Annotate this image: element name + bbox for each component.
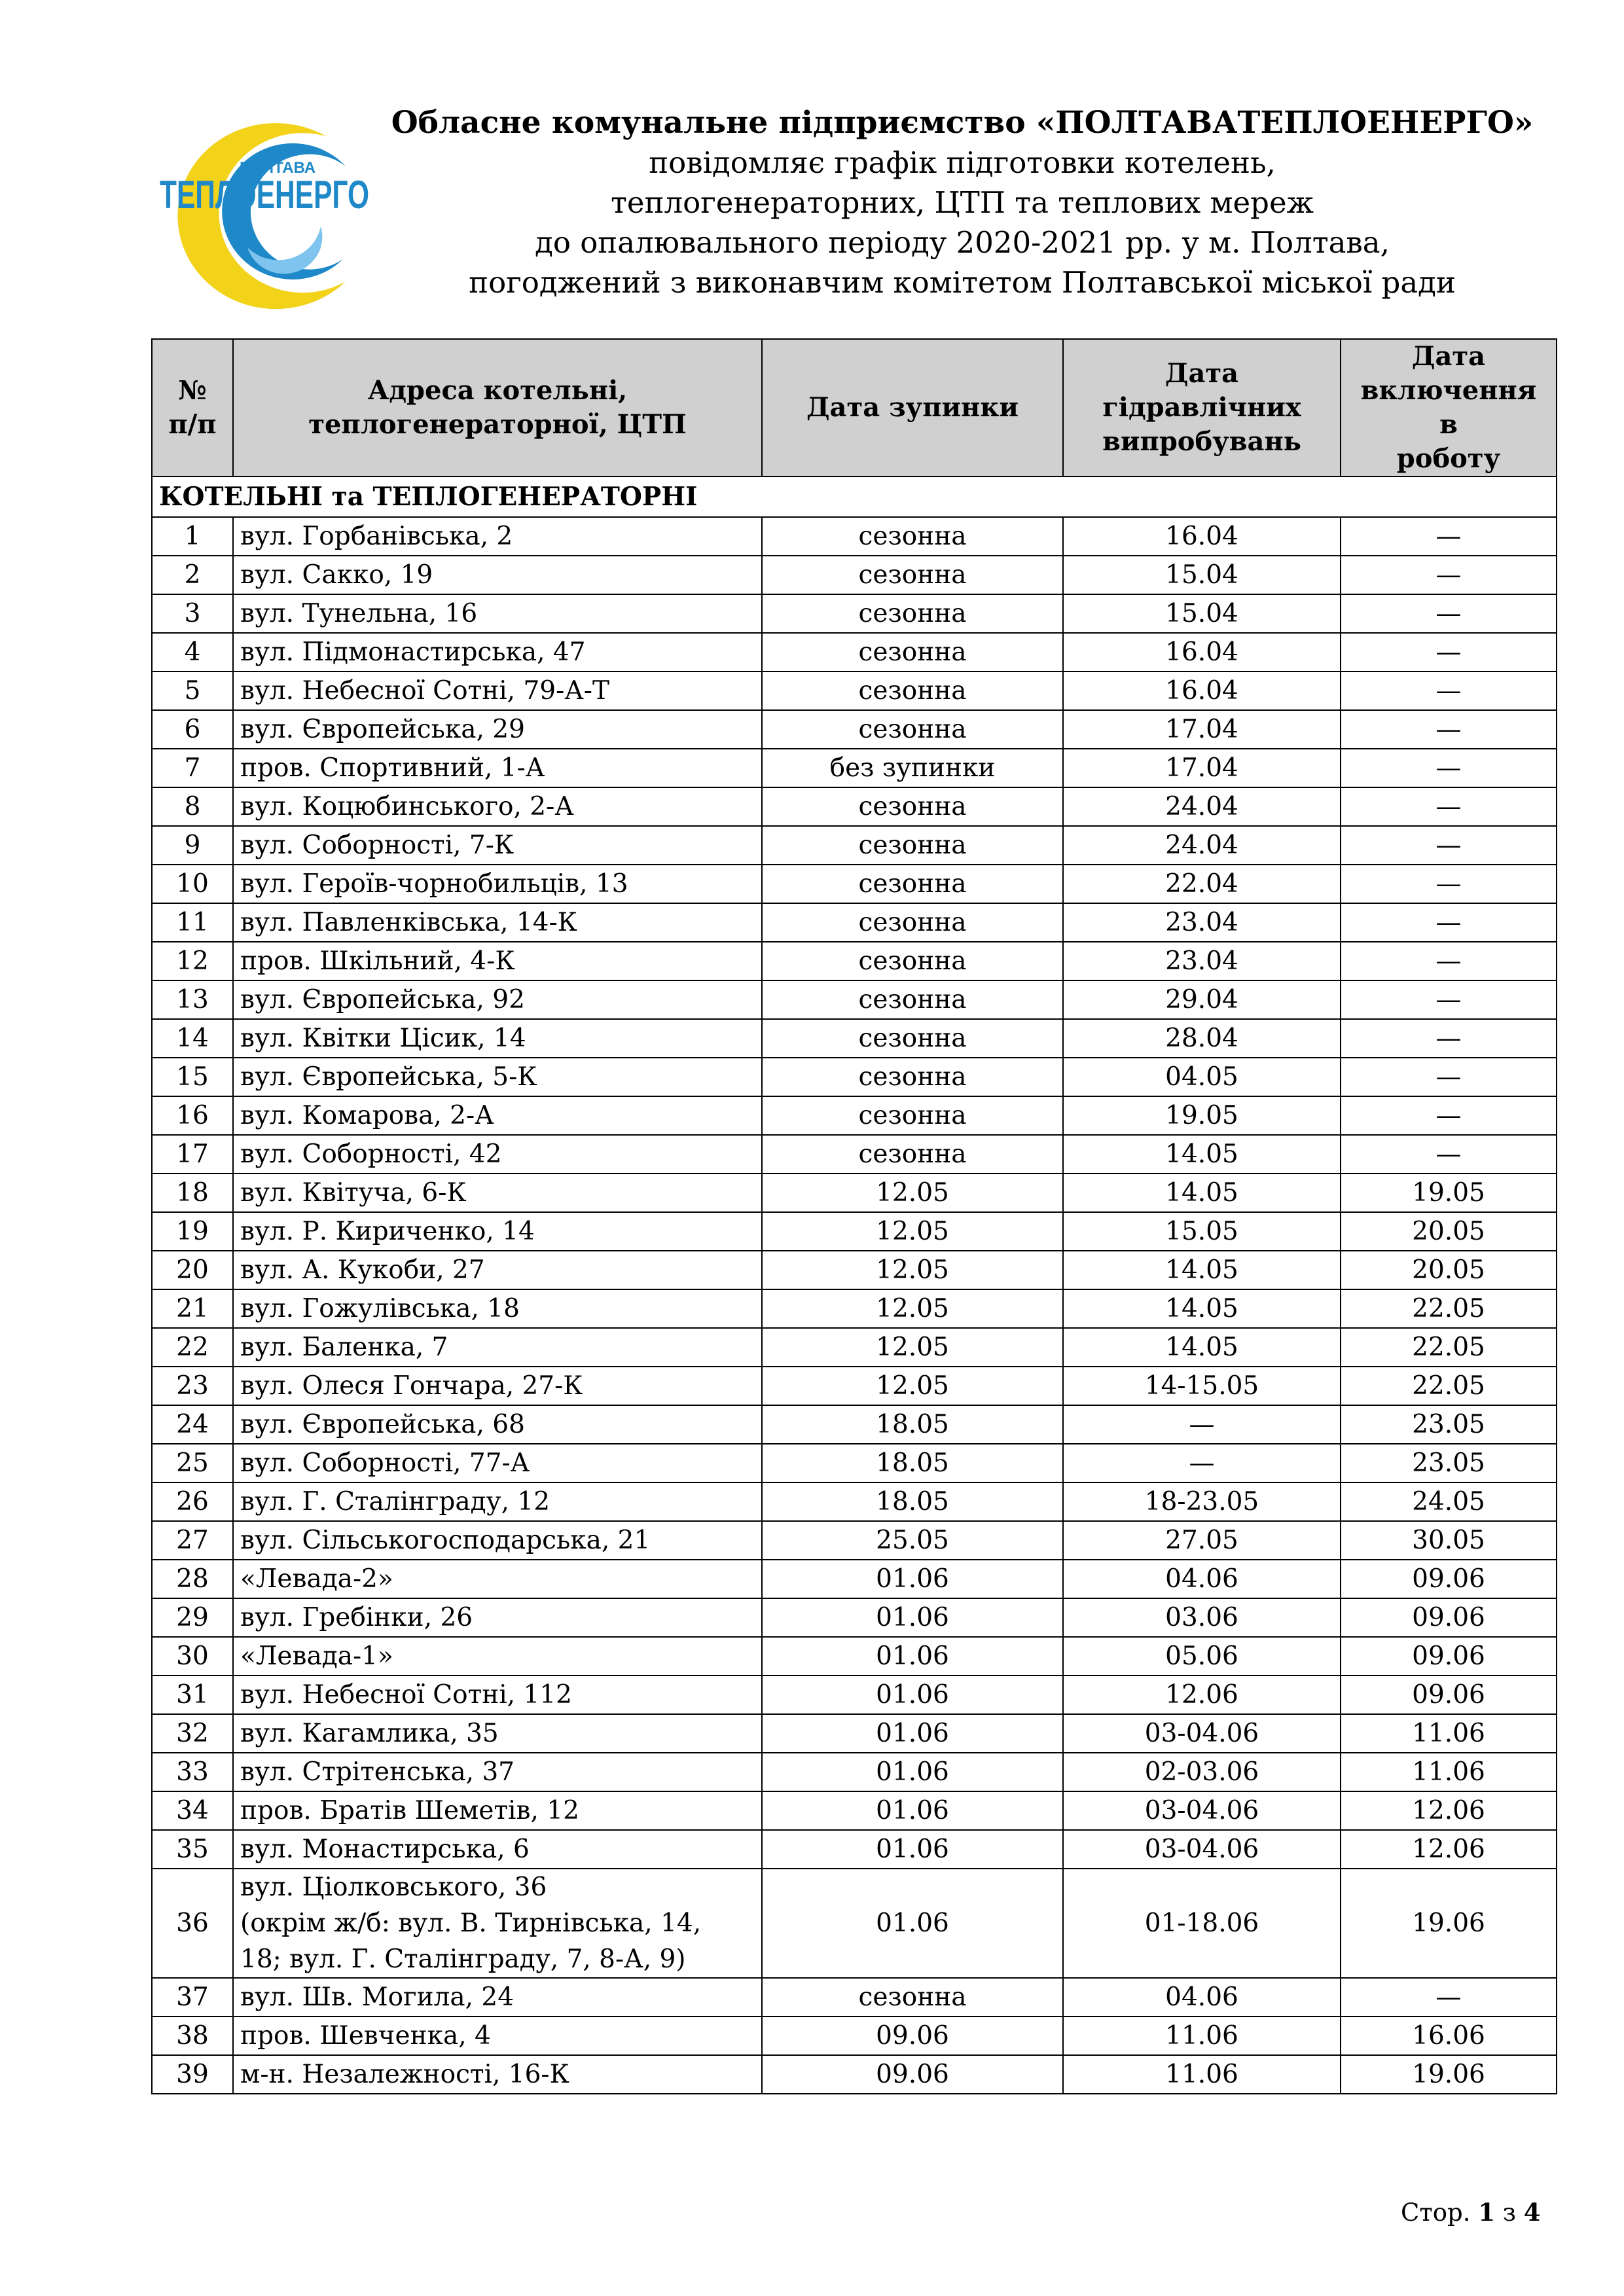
table-row <box>152 710 1557 749</box>
table-row <box>152 672 1557 710</box>
row-test-date: 24.04 <box>1063 826 1341 865</box>
row-test-date: 03-04.06 <box>1063 1791 1341 1830</box>
row-start-date: 22.05 <box>1341 1289 1557 1328</box>
row-test-date: 16.04 <box>1063 517 1341 556</box>
row-start-date: — <box>1341 1019 1557 1058</box>
row-start-date: 22.05 <box>1341 1367 1557 1405</box>
table-row <box>152 1328 1557 1367</box>
table-row <box>152 517 1557 556</box>
row-address: вул. Сільськогосподарська, 21 <box>233 1521 762 1560</box>
table-row <box>152 556 1557 594</box>
row-address: вул. Гребінки, 26 <box>233 1598 762 1637</box>
row-stop-date: 12.05 <box>762 1174 1063 1212</box>
current-page: 1 <box>1478 2198 1496 2227</box>
row-start-date: — <box>1341 1978 1557 2017</box>
row-number: 18 <box>152 1174 233 1212</box>
header-no: № п/п <box>152 339 233 476</box>
row-number: 27 <box>152 1521 233 1560</box>
header-line-4: погоджений з виконавчим комітетом Полтавської міської ради <box>469 265 1456 300</box>
row-stop-date: 01.06 <box>762 1830 1063 1869</box>
row-address: вул. Р. Кириченко, 14 <box>233 1212 762 1251</box>
row-stop-date: сезонна <box>762 1019 1063 1058</box>
row-test-date: 15.04 <box>1063 594 1341 633</box>
row-address: пров. Шевченка, 4 <box>233 2017 762 2055</box>
row-start-date: 20.05 <box>1341 1212 1557 1251</box>
row-stop-date: 12.05 <box>762 1289 1063 1328</box>
row-start-date: — <box>1341 749 1557 787</box>
table-body <box>152 476 1557 2094</box>
table-row <box>152 1598 1557 1637</box>
row-address: вул. Баленка, 7 <box>233 1328 762 1367</box>
row-address: вул. Ціолковського, 36 (окрім ж/б: вул. В. Тирнівська, 14, 18; вул. Г. Сталінграду, 7, 8-А, 9) <box>233 1869 762 1978</box>
row-start-date: 09.06 <box>1341 1637 1557 1676</box>
row-test-date: 02-03.06 <box>1063 1753 1341 1791</box>
row-stop-date: 25.05 <box>762 1521 1063 1560</box>
table-row <box>152 1830 1557 1869</box>
row-number: 35 <box>152 1830 233 1869</box>
row-stop-date: без зупинки <box>762 749 1063 787</box>
row-start-date: — <box>1341 1096 1557 1135</box>
row-start-date: 24.05 <box>1341 1482 1557 1521</box>
row-start-date: 19.06 <box>1341 1869 1557 1978</box>
table-row <box>152 1753 1557 1791</box>
row-number: 17 <box>152 1135 233 1174</box>
row-stop-date: сезонна <box>762 826 1063 865</box>
row-start-date: 11.06 <box>1341 1714 1557 1753</box>
row-test-date: 29.04 <box>1063 980 1341 1019</box>
row-number: 38 <box>152 2017 233 2055</box>
company-logo <box>149 110 373 301</box>
table-row <box>152 980 1557 1019</box>
row-address: вул. Європейська, 68 <box>233 1405 762 1444</box>
row-address: вул. Соборності, 7-К <box>233 826 762 865</box>
row-stop-date: 01.06 <box>762 1714 1063 1753</box>
row-start-date: — <box>1341 556 1557 594</box>
row-stop-date: сезонна <box>762 787 1063 826</box>
row-address: вул. Павленківська, 14-К <box>233 903 762 942</box>
row-address: вул. Кагамлика, 35 <box>233 1714 762 1753</box>
row-test-date: 18-23.05 <box>1063 1482 1341 1521</box>
row-start-date: 19.05 <box>1341 1174 1557 1212</box>
row-address: вул. Шв. Могила, 24 <box>233 1978 762 2017</box>
row-start-date: 16.06 <box>1341 2017 1557 2055</box>
row-stop-date: сезонна <box>762 903 1063 942</box>
row-number: 32 <box>152 1714 233 1753</box>
row-test-date: 14.05 <box>1063 1174 1341 1212</box>
row-number: 1 <box>152 517 233 556</box>
row-address: вул. Квітуча, 6-К <box>233 1174 762 1212</box>
row-test-date: 28.04 <box>1063 1019 1341 1058</box>
row-address: вул. Коцюбинського, 2-А <box>233 787 762 826</box>
table-row <box>152 1482 1557 1521</box>
table-row <box>152 1289 1557 1328</box>
row-address: вул. Стрітенська, 37 <box>233 1753 762 1791</box>
row-address: пров. Братів Шеметів, 12 <box>233 1791 762 1830</box>
page-separator: з <box>1502 2198 1516 2227</box>
row-stop-date: сезонна <box>762 633 1063 672</box>
row-stop-date: 12.05 <box>762 1212 1063 1251</box>
row-test-date: 14.05 <box>1063 1328 1341 1367</box>
row-address: вул. Соборності, 42 <box>233 1135 762 1174</box>
row-stop-date: сезонна <box>762 1058 1063 1096</box>
row-stop-date: 01.06 <box>762 1560 1063 1598</box>
row-test-date: 11.06 <box>1063 2055 1341 2094</box>
row-number: 14 <box>152 1019 233 1058</box>
row-number: 9 <box>152 826 233 865</box>
row-start-date: — <box>1341 942 1557 980</box>
header-stop-date: Дата зупинки <box>762 339 1063 476</box>
row-address: вул. Небесної Сотні, 79-А-Т <box>233 672 762 710</box>
row-stop-date: 01.06 <box>762 1637 1063 1676</box>
row-test-date: 17.04 <box>1063 710 1341 749</box>
table-row <box>152 1251 1557 1289</box>
row-address: вул. Г. Сталінграду, 12 <box>233 1482 762 1521</box>
row-start-date: — <box>1341 865 1557 903</box>
row-number: 19 <box>152 1212 233 1251</box>
row-address: пров. Шкільний, 4-К <box>233 942 762 980</box>
table-row <box>152 2017 1557 2055</box>
row-test-date: 03-04.06 <box>1063 1830 1341 1869</box>
page-prefix: Стор. <box>1401 2198 1471 2227</box>
row-test-date: — <box>1063 1405 1341 1444</box>
table-row <box>152 1212 1557 1251</box>
header-address: Адреса котельні, теплогенераторної, ЦТП <box>233 339 762 476</box>
row-start-date: 19.06 <box>1341 2055 1557 2094</box>
row-number: 10 <box>152 865 233 903</box>
row-start-date: 12.06 <box>1341 1791 1557 1830</box>
row-address: вул. Європейська, 92 <box>233 980 762 1019</box>
row-number: 23 <box>152 1367 233 1405</box>
row-start-date: — <box>1341 787 1557 826</box>
row-test-date: 16.04 <box>1063 633 1341 672</box>
table-row <box>152 1058 1557 1096</box>
table-row <box>152 2055 1557 2094</box>
row-start-date: — <box>1341 903 1557 942</box>
table-row <box>152 1560 1557 1598</box>
row-stop-date: сезонна <box>762 980 1063 1019</box>
row-test-date: 05.06 <box>1063 1637 1341 1676</box>
row-test-date: 14.05 <box>1063 1251 1341 1289</box>
row-number: 39 <box>152 2055 233 2094</box>
row-address: вул. Підмонастирська, 47 <box>233 633 762 672</box>
table-row <box>152 942 1557 980</box>
row-start-date: 09.06 <box>1341 1676 1557 1714</box>
row-address: пров. Спортивний, 1-А <box>233 749 762 787</box>
table-row <box>152 1135 1557 1174</box>
row-number: 12 <box>152 942 233 980</box>
row-start-date: 23.05 <box>1341 1444 1557 1482</box>
row-stop-date: сезонна <box>762 672 1063 710</box>
row-number: 8 <box>152 787 233 826</box>
row-stop-date: сезонна <box>762 865 1063 903</box>
table-row <box>152 749 1557 787</box>
row-stop-date: 01.06 <box>762 1869 1063 1978</box>
table-row <box>152 1521 1557 1560</box>
page-number <box>1401 2198 1541 2227</box>
table-row <box>152 1096 1557 1135</box>
row-number: 6 <box>152 710 233 749</box>
row-number: 2 <box>152 556 233 594</box>
row-number: 13 <box>152 980 233 1019</box>
table-row <box>152 1174 1557 1212</box>
row-stop-date: 09.06 <box>762 2017 1063 2055</box>
table-row <box>152 787 1557 826</box>
row-test-date: 03.06 <box>1063 1598 1341 1637</box>
row-address: вул. Горбанівська, 2 <box>233 517 762 556</box>
row-test-date: 23.04 <box>1063 942 1341 980</box>
table-row <box>152 1676 1557 1714</box>
row-start-date: 09.06 <box>1341 1560 1557 1598</box>
section-row <box>152 476 1557 517</box>
header-line-3: до опалювального періоду 2020-2021 рр. у м. Полтава, <box>535 225 1390 260</box>
row-number: 31 <box>152 1676 233 1714</box>
schedule-table <box>151 338 1557 2094</box>
table-row <box>152 1637 1557 1676</box>
logo-graphic <box>149 110 373 301</box>
row-number: 33 <box>152 1753 233 1791</box>
row-start-date: — <box>1341 1135 1557 1174</box>
table-row <box>152 1019 1557 1058</box>
row-start-date: 09.06 <box>1341 1598 1557 1637</box>
row-number: 16 <box>152 1096 233 1135</box>
row-test-date: 15.05 <box>1063 1212 1341 1251</box>
row-number: 4 <box>152 633 233 672</box>
row-stop-date: сезонна <box>762 710 1063 749</box>
total-pages: 4 <box>1523 2198 1541 2227</box>
table-row <box>152 865 1557 903</box>
row-address: вул. Сакко, 19 <box>233 556 762 594</box>
row-test-date: 03-04.06 <box>1063 1714 1341 1753</box>
header-test-date: Дата гідравлічних випробувань <box>1063 339 1341 476</box>
row-test-date: 19.05 <box>1063 1096 1341 1135</box>
row-test-date: — <box>1063 1444 1341 1482</box>
header-line-2: теплогенераторних, ЦТП та теплових мереж <box>611 185 1314 220</box>
table-header <box>152 339 1557 476</box>
table-row <box>152 594 1557 633</box>
row-number: 7 <box>152 749 233 787</box>
table-row <box>152 826 1557 865</box>
row-test-date: 04.05 <box>1063 1058 1341 1096</box>
row-address: вул. Гожулівська, 18 <box>233 1289 762 1328</box>
table-row <box>152 1444 1557 1482</box>
row-address: вул. Європейська, 5-К <box>233 1058 762 1096</box>
row-number: 37 <box>152 1978 233 2017</box>
table-row <box>152 903 1557 942</box>
document-header <box>367 103 1558 302</box>
row-stop-date: 01.06 <box>762 1791 1063 1830</box>
row-start-date: 22.05 <box>1341 1328 1557 1367</box>
organization-title: Обласне комунальне підприємство «ПОЛТАВАТЕПЛОЕНЕРГО» <box>391 105 1534 141</box>
row-test-date: 04.06 <box>1063 1978 1341 2017</box>
row-number: 26 <box>152 1482 233 1521</box>
row-number: 28 <box>152 1560 233 1598</box>
row-test-date: 11.06 <box>1063 2017 1341 2055</box>
row-number: 3 <box>152 594 233 633</box>
table-row <box>152 1869 1557 1978</box>
row-test-date: 16.04 <box>1063 672 1341 710</box>
row-number: 36 <box>152 1869 233 1978</box>
row-start-date: — <box>1341 710 1557 749</box>
table-row <box>152 1791 1557 1830</box>
row-test-date: 17.04 <box>1063 749 1341 787</box>
row-stop-date: сезонна <box>762 556 1063 594</box>
row-stop-date: 18.05 <box>762 1444 1063 1482</box>
row-number: 21 <box>152 1289 233 1328</box>
row-test-date: 12.06 <box>1063 1676 1341 1714</box>
row-start-date: 23.05 <box>1341 1405 1557 1444</box>
header-row <box>152 339 1557 476</box>
section-title: КОТЕЛЬНІ та ТЕПЛОГЕНЕРАТОРНІ <box>152 476 1557 517</box>
logo-main-text: ТЕПЛОЕНЕРГО <box>160 173 369 217</box>
row-address: вул. Європейська, 29 <box>233 710 762 749</box>
row-address: «Левада-1» <box>233 1637 762 1676</box>
row-address: м-н. Незалежності, 16-К <box>233 2055 762 2094</box>
row-test-date: 23.04 <box>1063 903 1341 942</box>
row-test-date: 22.04 <box>1063 865 1341 903</box>
row-start-date: — <box>1341 980 1557 1019</box>
row-test-date: 04.06 <box>1063 1560 1341 1598</box>
row-address: вул. Героїв-чорнобильців, 13 <box>233 865 762 903</box>
row-number: 24 <box>152 1405 233 1444</box>
row-address: вул. Небесної Сотні, 112 <box>233 1676 762 1714</box>
row-stop-date: сезонна <box>762 517 1063 556</box>
row-stop-date: сезонна <box>762 594 1063 633</box>
table-row <box>152 1367 1557 1405</box>
table-row <box>152 633 1557 672</box>
row-number: 15 <box>152 1058 233 1096</box>
row-stop-date: сезонна <box>762 1135 1063 1174</box>
row-address: вул. Олеся Гончара, 27-К <box>233 1367 762 1405</box>
row-start-date: 11.06 <box>1341 1753 1557 1791</box>
row-stop-date: 18.05 <box>762 1405 1063 1444</box>
row-address: «Левада-2» <box>233 1560 762 1598</box>
row-start-date: — <box>1341 594 1557 633</box>
row-address: вул. Квітки Цісик, 14 <box>233 1019 762 1058</box>
row-stop-date: сезонна <box>762 942 1063 980</box>
row-stop-date: 12.05 <box>762 1328 1063 1367</box>
row-number: 11 <box>152 903 233 942</box>
row-stop-date: 12.05 <box>762 1251 1063 1289</box>
row-test-date: 24.04 <box>1063 787 1341 826</box>
row-number: 34 <box>152 1791 233 1830</box>
table-row <box>152 1714 1557 1753</box>
row-test-date: 27.05 <box>1063 1521 1341 1560</box>
row-start-date: — <box>1341 517 1557 556</box>
logo-top-text: ПОЛТАВА <box>239 159 316 177</box>
row-number: 22 <box>152 1328 233 1367</box>
row-test-date: 15.04 <box>1063 556 1341 594</box>
row-start-date: 20.05 <box>1341 1251 1557 1289</box>
row-number: 20 <box>152 1251 233 1289</box>
row-test-date: 14-15.05 <box>1063 1367 1341 1405</box>
header-line-1: повідомляє графік підготовки котелень, <box>649 145 1276 180</box>
row-number: 5 <box>152 672 233 710</box>
row-stop-date: 09.06 <box>762 2055 1063 2094</box>
row-number: 29 <box>152 1598 233 1637</box>
row-stop-date: 12.05 <box>762 1367 1063 1405</box>
row-start-date: 30.05 <box>1341 1521 1557 1560</box>
row-address: вул. Соборності, 77-А <box>233 1444 762 1482</box>
row-address: вул. Тунельна, 16 <box>233 594 762 633</box>
header-start-date: Дата включення в роботу <box>1341 339 1557 476</box>
row-stop-date: 01.06 <box>762 1598 1063 1637</box>
table-row <box>152 1405 1557 1444</box>
row-start-date: — <box>1341 1058 1557 1096</box>
table-row <box>152 1978 1557 2017</box>
row-start-date: — <box>1341 826 1557 865</box>
row-start-date: 12.06 <box>1341 1830 1557 1869</box>
row-address: вул. Комарова, 2-А <box>233 1096 762 1135</box>
row-test-date: 14.05 <box>1063 1289 1341 1328</box>
row-stop-date: 01.06 <box>762 1753 1063 1791</box>
row-number: 25 <box>152 1444 233 1482</box>
row-stop-date: 01.06 <box>762 1676 1063 1714</box>
row-stop-date: сезонна <box>762 1096 1063 1135</box>
row-test-date: 14.05 <box>1063 1135 1341 1174</box>
row-address: вул. Монастирська, 6 <box>233 1830 762 1869</box>
row-start-date: — <box>1341 672 1557 710</box>
row-start-date: — <box>1341 633 1557 672</box>
row-stop-date: 18.05 <box>762 1482 1063 1521</box>
row-number: 30 <box>152 1637 233 1676</box>
row-test-date: 01-18.06 <box>1063 1869 1341 1978</box>
row-stop-date: сезонна <box>762 1978 1063 2017</box>
row-address: вул. А. Кукоби, 27 <box>233 1251 762 1289</box>
